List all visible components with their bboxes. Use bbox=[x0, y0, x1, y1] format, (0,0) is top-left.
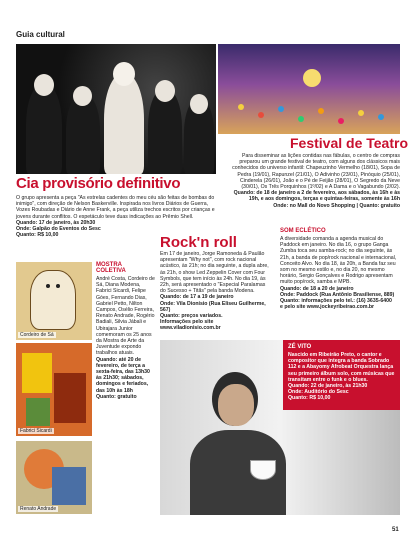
som-title: SOM ECLÉTICO bbox=[280, 228, 326, 234]
cia-where: Onde: Galpão do Eventos do Sesc bbox=[16, 226, 101, 233]
painting-cordeiro-credit: Cordeiro de Sá bbox=[20, 332, 54, 338]
rock-where: Onde: Vila Dionísio (Rua Eliseu Guilherme, 567) bbox=[160, 300, 266, 313]
festival-body: Para disseminar as lições contidas nas fábulas, o centro de compras preparou um grande festival de teatro, com alguns dos clássicos mais conhecidos do universo infantil: Chapeuzinho Vermelho (18/01), Sopa de Pedra (19/01), Rapunzel (21/01), O Adivinho (23/01), Pinóquio (25/01), Cinderela (26/01), João e o Pé de Feijão (28/01), O Segredo da Neve (30/01), Os Três Porquinhos (1º/02) e A Dama e o Vagabundo (2/02). bbox=[232, 153, 400, 191]
painting-fabrici-credit: Fabrici Sicardi bbox=[20, 428, 52, 434]
mostra-price: Quanto: gratuito bbox=[96, 393, 137, 400]
som-body: A diversidade comanda a agenda musical do Paddock em janeiro. No dia 16, o grupo Ganga Zumba toca seu samba-rock; no dia seguinte, às 21h, a banda de pop/rock nacional e internacional, Conceito Alvo. No dia 18, às 20h, a Banda faz seu som no mesmo estilo e, no dia 20, no mesmo horário, Sergio Gonçalves e Rodrigo apresentam muito pop/rock, samba e MPB. bbox=[280, 236, 397, 286]
som-article bbox=[280, 228, 400, 310]
ze-vito-box bbox=[283, 340, 400, 410]
mostra-article bbox=[96, 262, 156, 400]
cia-article bbox=[16, 195, 216, 238]
painting-fabrici-photo bbox=[16, 343, 92, 436]
ze-vito-body: Nascido em Ribeirão Preto, o cantor e compositor que integra a banda Sobrado 112 e a Abayomy Afrobeat Orquestra lança seu primeiro álbum solo, com músicas que transitam entre o funk e o blues. bbox=[288, 352, 395, 383]
mostra-title-line2: COLETIVA bbox=[96, 268, 126, 274]
theater-photo bbox=[16, 44, 216, 174]
painting-renato-credit: Renato Andrade bbox=[20, 506, 57, 512]
festival-article bbox=[222, 153, 400, 209]
som-site: e pelo site www.jockeyribeirao.com.br bbox=[280, 304, 375, 311]
painting-cordeiro-photo bbox=[16, 262, 92, 340]
ze-vito-where: Onde: Auditório do Sesc bbox=[288, 389, 349, 396]
mostra-when: Quando: até 20 de fevereiro, de terça a sexta-feira, das 13h30 às 21h30; sábados, domingos e feriados, das 10h às 18h bbox=[96, 356, 150, 394]
cia-body: O grupo apresenta a peça "As estrelas cadentes do meu céu são feitas de bombas do inimigo", com direção de Nelson Baskerville. Inspirada nos livros Diários de Guerra, Vozes Roubadas e Diário de Anne Frank, a peça utiliza trechos escritos por crianças e jovens durante conflitos. O espetáculo teve duas indicações ao Prêmio Shell. bbox=[16, 195, 215, 220]
rock-body: Em 17 de janeiro, Jorge Ramoneda & Paulão apresentam "Why not", com rock nacional acústico, às 21h; no dia seguinte, a dupla abre, às 21h, o show Led Zeppelin Cover com Four Symbols, que tem início às 24h. No dia 19, às 22h, será apresentado o "Especial Paralamas do Sucesso + Titãs" pela banda Modena. bbox=[160, 251, 269, 295]
mostra-title-line1: MOSTRA bbox=[96, 262, 122, 268]
rock-info: Informações pelo site www.viladionisio.com.br bbox=[160, 319, 221, 332]
rock-title: Rock'n roll bbox=[160, 234, 237, 251]
rock-article bbox=[160, 251, 272, 332]
festival-when: Quando: de 18 de janeiro a 2 de fevereiro, aos sábados, às 16h e às 19h, e aos domingos, terças e quintas-feiras, somente às 16h bbox=[233, 190, 400, 203]
section-label: Guia cultural bbox=[16, 30, 65, 39]
som-when: Quando: de 18 a 20 de janeiro bbox=[280, 285, 354, 292]
painting-renato-photo bbox=[16, 441, 92, 514]
cia-title: Cia provisório definitivo bbox=[16, 175, 181, 192]
festival-where-price: Onde: no Mall do Novo Shopping | Quanto: gratuito bbox=[273, 202, 400, 209]
page-number: 51 bbox=[392, 527, 399, 533]
cia-when: Quando: 17 de janeiro, às 20h30 bbox=[16, 219, 96, 226]
festival-photo bbox=[218, 44, 400, 134]
ze-vito-when: Quando: 22 de janeiro, às 21h30 bbox=[288, 383, 368, 390]
rock-price: Quanto: preços variados. bbox=[160, 313, 223, 320]
mostra-body: André Costa, Cordeiro de Sá, Diana Modena, Fabrici Sicardi, Felipe Góes, Fernando Dias, Gabriel Petto, Nilton Campos, Osélio Ferreira, Renato Andrade, Rogério Badiali, Silvia Jábali e Ubirajara Junior comemoram os 25 anos da Mostra de Arte da Juventude expondo trabalhos atuais. bbox=[96, 276, 155, 357]
festival-title: Festival de Teatro bbox=[290, 135, 409, 151]
som-where: Onde: Paddock (Rua Antônio Brasiliense, 889) bbox=[280, 291, 395, 298]
som-phone: Quanto: informações pelo tel.: (16) 3635-6400 bbox=[280, 298, 392, 305]
cia-price: Quanto: R$ 10,00 bbox=[16, 232, 59, 239]
rock-when: Quando: de 17 a 19 de janeiro bbox=[160, 294, 234, 301]
ze-vito-title: ZÉ VITO bbox=[288, 344, 312, 350]
ze-vito-price: Quanto: R$ 10,00 bbox=[288, 395, 331, 402]
